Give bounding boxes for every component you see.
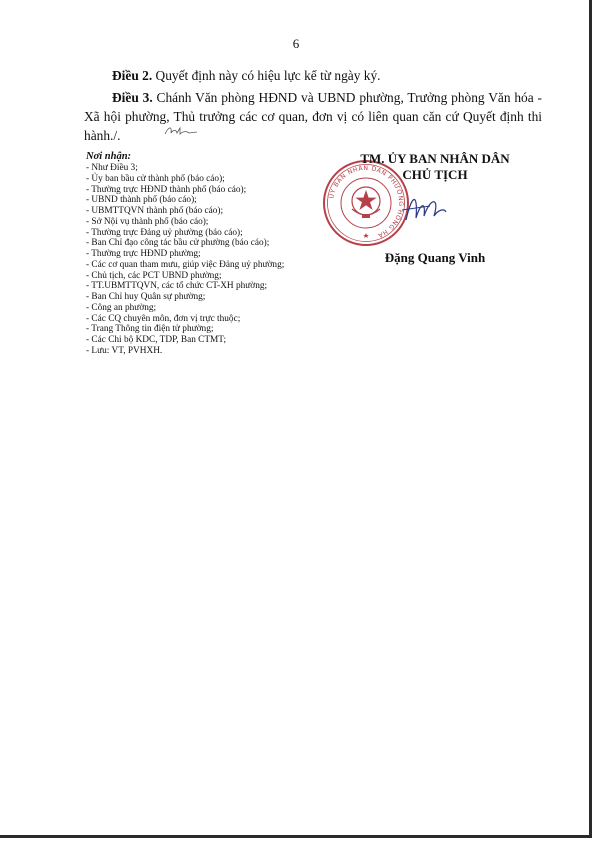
handwritten-signature (400, 190, 450, 226)
recipient-item: - Các Chi bộ KDC, TDP, Ban CTMT; (86, 335, 227, 345)
signer-name: Đặng Quang Vinh (384, 250, 486, 265)
recipient-item: - Lưu: VT, PVHXH. (86, 345, 163, 356)
recipient-item: - Trang Thông tin điện tử phường; (86, 324, 214, 335)
recipient-item: - Ủy ban bầu cử thành phố (báo cáo); (86, 173, 225, 184)
recipient-item: - UBND thành phố (báo cáo); (86, 195, 197, 206)
initials-mark (163, 124, 199, 138)
page-number: 6 (292, 36, 300, 51)
recipient-item: - UBMTTQVN thành phố (báo cáo); (86, 206, 224, 216)
seal-ring-text: ỦY BAN NHÂN DÂN PHƯỜNG HỒNG HÀ (328, 164, 405, 239)
recipient-item: - Các cơ quan tham mưu, giúp việc Đảng uỷ phường; (86, 259, 285, 270)
recipients-heading: Nơi nhận: (86, 151, 132, 162)
signature-org: TM. ỦY BAN NHÂN DÂN (360, 151, 510, 166)
recipient-item: - TT.UBMTTQVN, các tổ chức CT-XH phường; (86, 281, 268, 292)
recipient-item: - Thường trực HĐND thành phố (báo cáo); (86, 184, 247, 195)
recipient-item: - Công an phường; (86, 302, 157, 313)
article-3-lead: Điều 3. (112, 90, 153, 105)
article-3 (84, 88, 542, 145)
recipient-item: - Chủ tịch, các PCT UBND phường; (86, 270, 222, 281)
article-2-lead: Điều 2. (112, 68, 153, 83)
article-3-text: Chánh Văn phòng HĐND và UBND phường, Trưởng phòng Văn hóa - Xã hội phường, Thủ trưởng các cơ quan, đơn vị có liên quan căn cứ Quyết định thi hành./. (84, 90, 542, 143)
signature-title: CHỦ TỊCH (402, 167, 468, 182)
recipient-item: - Ban Chỉ đạo công tác bầu cử phường (báo cáo); (86, 238, 270, 249)
recipient-item: - Thường trực Đảng uỷ phường (báo cáo); (86, 227, 243, 238)
article-2-text: Quyết định này có hiệu lực kể từ ngày ký. (152, 68, 381, 83)
signature-block (330, 151, 540, 183)
article-2 (84, 66, 542, 85)
recipient-item: - Ban Chỉ huy Quân sự phường; (86, 292, 206, 302)
recipients-list (86, 151, 336, 357)
recipient-item: - Như Điều 3; (86, 163, 138, 173)
recipient-item: - Các CQ chuyên môn, đơn vị trực thuộc; (86, 313, 241, 324)
recipient-item: - Thường trực HĐND phường; (86, 249, 201, 259)
recipient-item: - Sở Nội vụ thành phố (báo cáo); (86, 216, 209, 227)
